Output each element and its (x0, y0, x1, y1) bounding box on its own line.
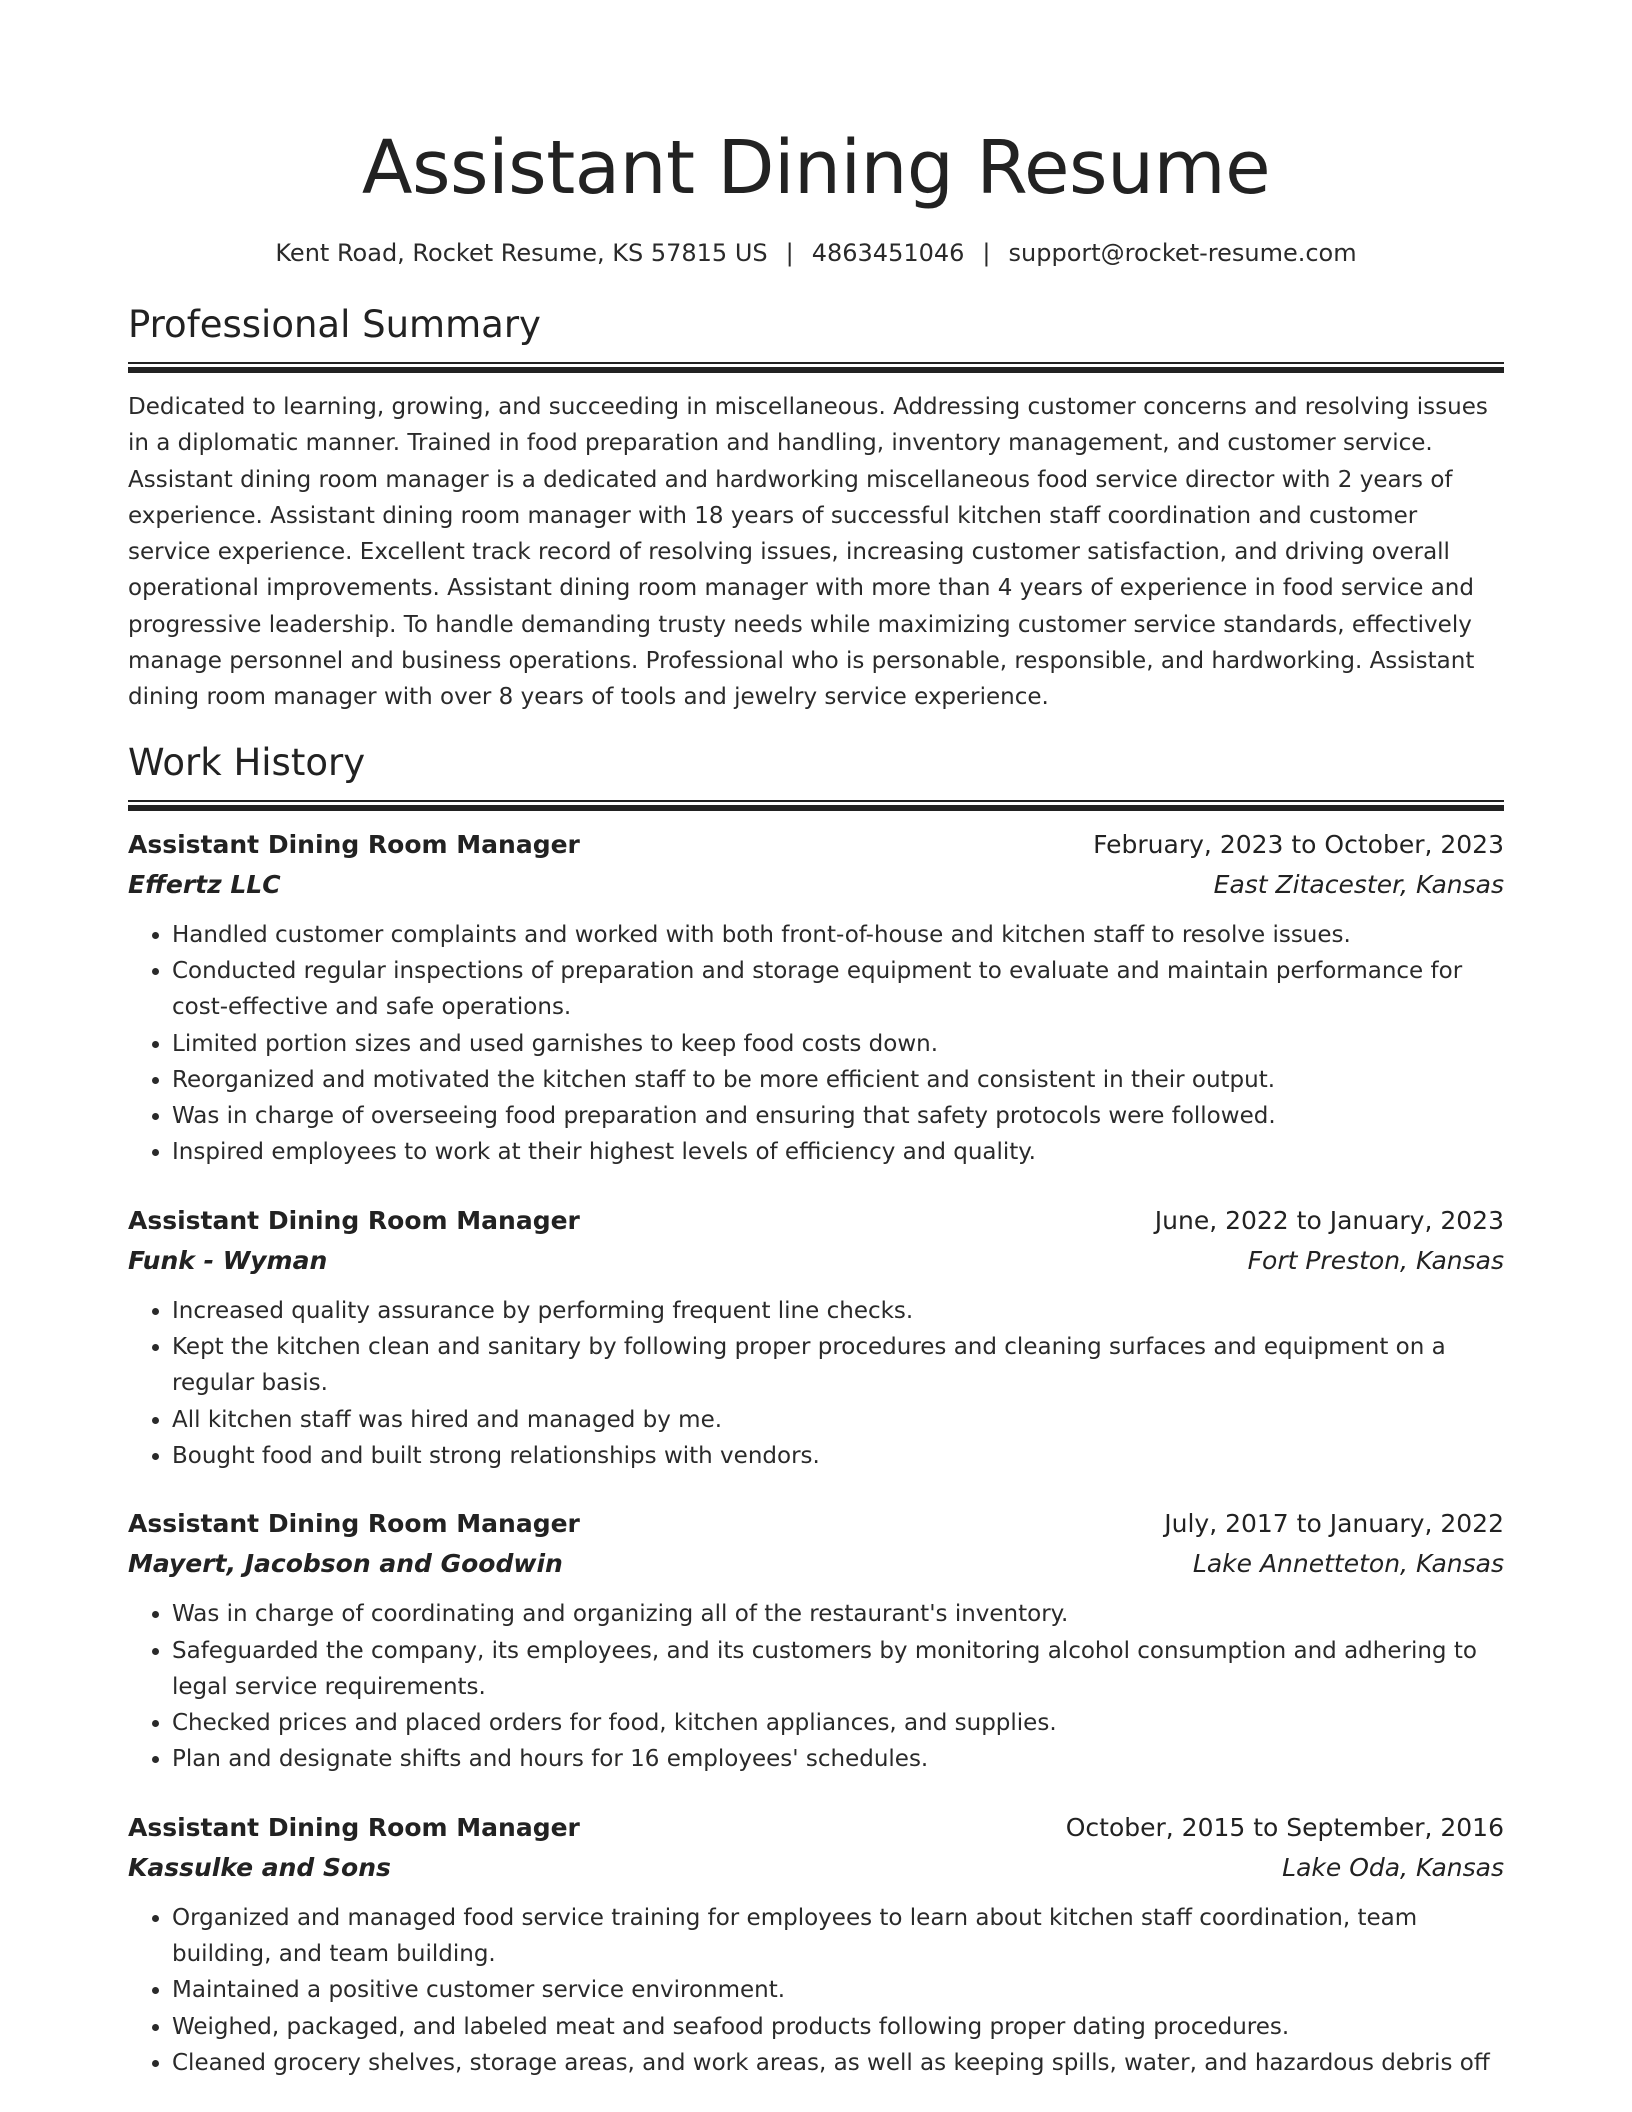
job-location: Fort Preston, Kansas (1247, 1245, 1504, 1275)
list-item: • Inspired employees to work at their highest levels of efficiency and quality. (172, 1134, 1504, 1170)
job-header-row (128, 1808, 1504, 1848)
work-history-section (128, 738, 1504, 2082)
list-item: • Increased quality assurance by performing frequent line checks. (172, 1293, 1504, 1329)
list-item: • Reorganized and motivated the kitchen staff to be more efficient and consistent in their output. (172, 1062, 1504, 1098)
job-entry (128, 1808, 1504, 2081)
job-location: Lake Annetteton, Kansas (1192, 1549, 1504, 1579)
job-company-row (128, 1241, 1504, 1281)
professional-summary-section (128, 300, 1504, 716)
resume-title: Assistant Dining Resume (361, 125, 1271, 211)
job-bullet-list (128, 1293, 1504, 1474)
section-divider (128, 800, 1504, 811)
contact-separator: | (785, 239, 794, 267)
job-company: Mayert, Jacobson and Goodwin (128, 1549, 563, 1579)
list-item: • Organized and managed food service training for employees to learn about kitchen staff coordination, team building, and team building. (172, 1900, 1504, 1973)
job-dates: October, 2015 to September, 2016 (1065, 1812, 1504, 1842)
list-item: • Was in charge of coordinating and organizing all of the restaurant's inventory. (172, 1596, 1504, 1632)
job-location: Lake Oda, Kansas (1282, 1852, 1504, 1882)
job-entry (128, 1201, 1504, 1474)
job-dates: February, 2023 to October, 2023 (1093, 829, 1504, 859)
job-title: Assistant Dining Room Manager (128, 1812, 580, 1842)
job-bullet-list (128, 1900, 1504, 2081)
list-item: • Maintained a positive customer service environment. (172, 1972, 1504, 2008)
section-divider (128, 362, 1504, 373)
contact-email: support@rocket-resume.com (1008, 239, 1357, 267)
list-item: • Weighed, packaged, and labeled meat and seafood products following proper dating procedures. (172, 2009, 1504, 2045)
job-company: Funk - Wyman (128, 1245, 328, 1275)
summary-text: Dedicated to learning, growing, and succeeding in miscellaneous. Addressing customer concerns and resolving issues in a diplomatic manner. Trained in food preparation and handling, inventory management, and customer service. Assistant dining room manager is a dedicated and hardworking miscellaneous food service director with 2 years of experience. Assistant dining room manager with 18 years of successful kitchen staff coordination and customer service experience. Excellent track record of resolving issues, increasing customer satisfaction, and driving overall operational improvements. Assistant dining room manager with more than 4 years of experience in food service and progressive leadership. To handle demanding trusty needs while maximizing customer service standards, effectively manage personnel and business operations. Professional who is personable, responsible, and hardworking. Assistant dining room manager with over 8 years of tools and jewelry service experience. (128, 394, 1488, 711)
job-company: Effertz LLC (128, 869, 281, 899)
list-item: • Bought food and built strong relationships with vendors. (172, 1438, 1504, 1474)
job-company: Kassulke and Sons (128, 1852, 391, 1882)
contact-address: Kent Road, Rocket Resume, KS 57815 US (275, 239, 768, 267)
list-item: • Plan and designate shifts and hours for 16 employees' schedules. (172, 1741, 1504, 1777)
list-item: • Kept the kitchen clean and sanitary by following proper procedures and cleaning surfaces and equipment on a regular basis. (172, 1329, 1504, 1402)
section-heading: Work History (128, 740, 366, 784)
job-title: Assistant Dining Room Manager (128, 829, 580, 859)
section-heading: Professional Summary (128, 303, 541, 346)
list-item: • Was in charge of overseeing food preparation and ensuring that safety protocols were followed. (172, 1098, 1504, 1134)
job-header-row (128, 1504, 1504, 1544)
job-header-row (128, 1201, 1504, 1241)
job-entry (128, 1504, 1504, 1777)
list-item: • Conducted regular inspections of preparation and storage equipment to evaluate and maintain performance for cost-effective and safe operations. (172, 953, 1504, 1026)
contact-phone: 4863451046 (811, 239, 965, 267)
list-item: • All kitchen staff was hired and managed by me. (172, 1402, 1504, 1438)
contact-separator: | (982, 239, 991, 267)
list-item: • Limited portion sizes and used garnishes to keep food costs down. (172, 1026, 1504, 1062)
list-item: • Handled customer complaints and worked with both front-of-house and kitchen staff to resolve issues. (172, 917, 1504, 953)
contact-line (128, 236, 1504, 270)
job-title: Assistant Dining Room Manager (128, 1509, 580, 1539)
resume-page (128, 0, 1504, 2081)
job-company-row (128, 1544, 1504, 1584)
job-bullet-list (128, 917, 1504, 1171)
job-title: Assistant Dining Room Manager (128, 1205, 580, 1235)
job-company-row (128, 865, 1504, 905)
job-header-row (128, 825, 1504, 865)
job-location: East Zitacester, Kansas (1213, 869, 1504, 899)
job-entry (128, 825, 1504, 1171)
job-bullet-list (128, 1596, 1504, 1777)
list-item: • Safeguarded the company, its employees, and its customers by monitoring alcohol consumption and adhering to legal service requirements. (172, 1633, 1504, 1706)
job-dates: June, 2022 to January, 2023 (1154, 1205, 1504, 1235)
list-item: • Checked prices and placed orders for food, kitchen appliances, and supplies. (172, 1705, 1504, 1741)
job-dates: July, 2017 to January, 2022 (1164, 1509, 1504, 1539)
list-item: • Cleaned grocery shelves, storage areas, and work areas, as well as keeping spills, water, and hazardous debris off (172, 2045, 1504, 2081)
job-company-row (128, 1848, 1504, 1888)
job-list (128, 825, 1504, 2082)
